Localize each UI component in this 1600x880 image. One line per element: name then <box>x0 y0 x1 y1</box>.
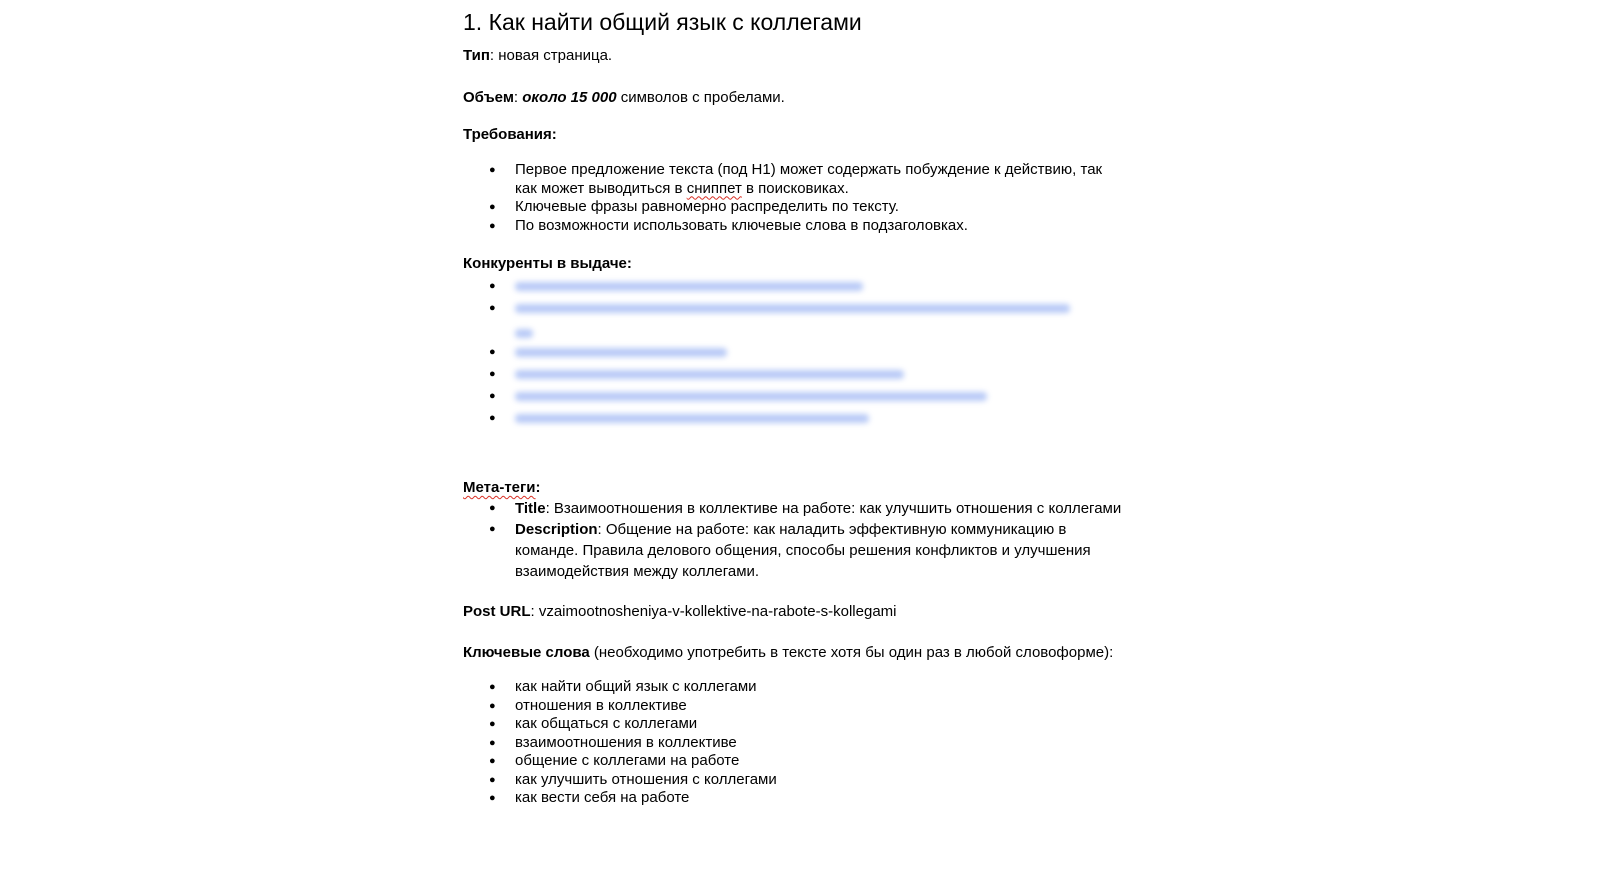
type-line <box>463 46 1123 65</box>
meta-title-text: : Взаимоотношения в коллективе на работе: как улучшить отношения с коллегами <box>545 500 1122 517</box>
misspelled-word[interactable]: сниппет <box>686 179 742 197</box>
volume-line <box>463 88 1123 107</box>
requirements-list <box>463 161 1123 235</box>
keyword-item: ● как найти общий язык с коллегами <box>463 678 1123 697</box>
list-item: ● Ключевые фразы равномерно распределить по тексту. <box>463 198 1123 217</box>
competitor-link[interactable] <box>515 348 727 357</box>
competitor-link[interactable] <box>515 370 904 379</box>
type-value: : новая страница. <box>489 47 613 64</box>
list-item: ● По возможности использовать ключевые слова в подзаголовках. <box>463 217 1123 236</box>
list-item <box>463 498 1123 519</box>
volume-label: Объем <box>463 89 514 106</box>
page-title: 1. Как найти общий язык с коллегами <box>463 9 862 35</box>
competitor-link-item <box>463 407 1123 429</box>
keywords-list <box>463 678 1123 808</box>
keyword-item: ● как улучшить отношения с коллегами <box>463 771 1123 790</box>
volume-emphasis: около 15 000 <box>522 89 617 106</box>
competitor-link-continuation[interactable] <box>515 329 533 338</box>
meta-tags-list <box>463 498 1123 582</box>
competitor-link-item <box>463 385 1123 407</box>
keyword-item: ● как вести себя на работе <box>463 789 1123 808</box>
post-url-line <box>463 602 1123 621</box>
requirement-text: Первое предложение текста (под H1) может содержать побуждение к действию, так как может выводиться в <box>515 161 1103 197</box>
keyword-item: ● взаимоотношения в коллективе <box>463 734 1123 753</box>
keyword-item: ● отношения в коллективе <box>463 697 1123 716</box>
meta-heading-label[interactable]: Мета-теги <box>463 479 536 496</box>
keyword-item: ● как общаться с коллегами <box>463 715 1123 734</box>
keyword-item: ● общение с коллегами на работе <box>463 752 1123 771</box>
competitors-heading: Конкуренты в выдаче: <box>463 255 632 272</box>
competitor-link-item <box>463 341 1123 363</box>
requirements-heading: Требования: <box>463 126 557 143</box>
keywords-intro <box>463 643 1123 662</box>
list-item <box>463 161 1123 198</box>
keywords-note: (необходимо употребить в тексте хотя бы один раз в любой словоформе): <box>589 644 1114 661</box>
competitor-link[interactable] <box>515 414 869 423</box>
meta-title-label: Title <box>515 500 546 517</box>
post-url-label: Post URL <box>463 603 531 620</box>
competitor-link[interactable] <box>515 282 863 291</box>
competitor-link[interactable] <box>515 392 987 401</box>
volume-rest: символов с пробелами. <box>616 89 785 106</box>
document-page <box>463 0 1123 808</box>
meta-description-text: : Общение на работе: как наладить эффективную коммуникацию в команде. Правила делового общения, способы решения конфликтов и улучшения взаимодействия между коллегами. <box>515 521 1091 580</box>
requirement-text: в поисковиках. <box>741 179 849 197</box>
volume-sep: : <box>513 89 523 106</box>
list-item <box>463 519 1123 582</box>
keywords-label: Ключевые слова <box>463 644 590 661</box>
competitor-link-item <box>463 363 1123 385</box>
competitor-links-list <box>463 275 1123 429</box>
meta-heading-suffix: : <box>535 479 541 496</box>
competitor-link-item <box>463 297 1123 341</box>
competitor-link-item <box>463 275 1123 297</box>
meta-heading <box>463 478 1123 497</box>
post-url-value: : vzaimootnosheniya-v-kollektive-na-rabote-s-kollegami <box>530 603 897 620</box>
competitor-link[interactable] <box>515 304 1070 313</box>
type-label: Тип <box>463 47 490 64</box>
meta-description-label: Description <box>515 521 598 538</box>
